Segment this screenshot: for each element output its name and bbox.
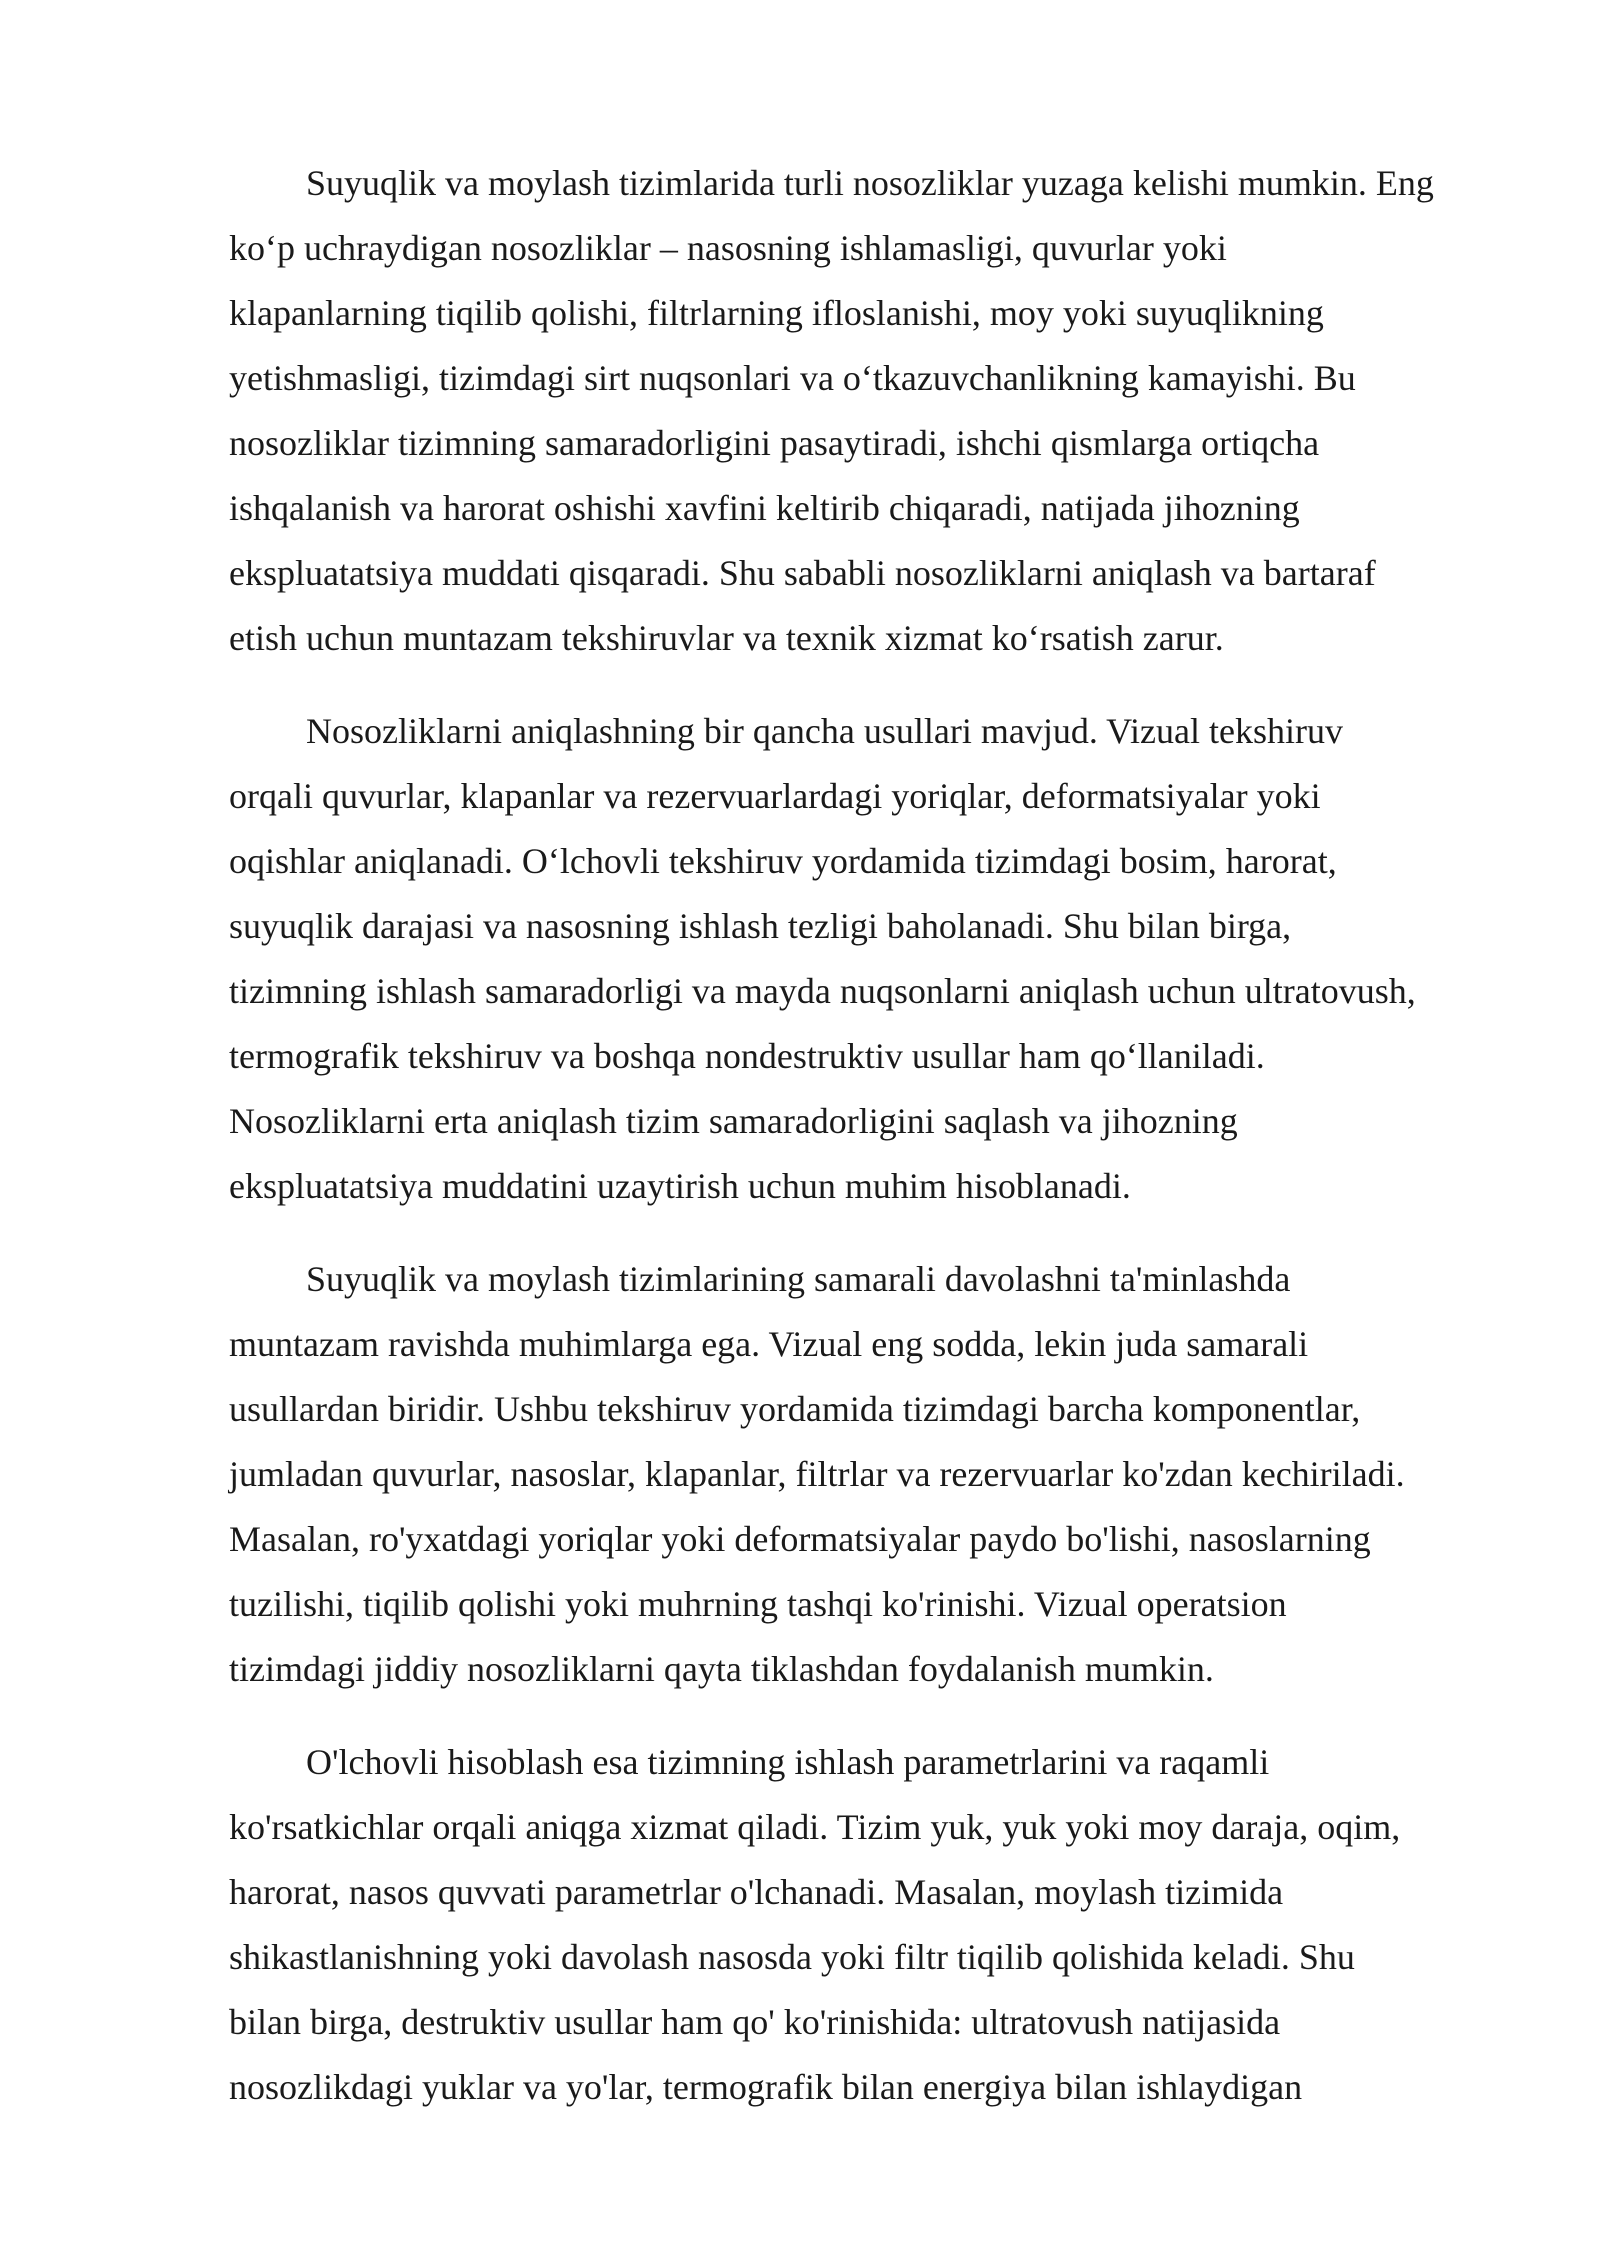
paragraph-line: yetishmasligi, tizimdagi sirt nuqsonlari va oʻtkazuvchanlikning kamayishi. Bu: [229, 358, 1356, 398]
paragraph-4: [229, 1730, 1497, 2120]
paragraph-line: bilan birga, destruktiv usullar ham qo' ko'rinishida: ultratovush natijasida: [229, 2002, 1281, 2042]
paragraph-line: orqali quvurlar, klapanlar va rezervuarlardagi yoriqlar, deformatsiyalar yoki: [229, 776, 1321, 816]
paragraph-line: Nosozliklarni erta aniqlash tizim samaradorligini saqlash va jihozning: [229, 1101, 1238, 1141]
body-text: [229, 151, 1497, 2148]
paragraph-line: ekspluatatsiya muddatini uzaytirish uchun muhim hisoblanadi.: [229, 1166, 1131, 1206]
paragraph-line: oqishlar aniqlanadi. Oʻlchovli tekshiruv yordamida tizimdagi bosim, harorat,: [229, 841, 1337, 881]
paragraph-line: ishqalanish va harorat oshishi xavfini keltirib chiqaradi, natijada jihozning: [229, 488, 1300, 528]
paragraph-line: nosozlikdagi yuklar va yo'lar, termografik bilan energiya bilan ishlaydigan: [229, 2067, 1303, 2107]
paragraph-1: [229, 151, 1497, 671]
paragraph-2: [229, 699, 1497, 1219]
paragraph-line: ko'rsatkichlar orqali aniqga xizmat qiladi. Tizim yuk, yuk yoki moy daraja, oqim,: [229, 1807, 1401, 1847]
paragraph-line: etish uchun muntazam tekshiruvlar va texnik xizmat koʻrsatish zarur.: [229, 618, 1224, 658]
paragraph-line: Suyuqlik va moylash tizimlarida turli nosozliklar yuzaga kelishi mumkin. Eng: [306, 163, 1434, 203]
paragraph-line: ekspluatatsiya muddati qisqaradi. Shu sababli nosozliklarni aniqlash va bartaraf: [229, 553, 1376, 593]
paragraph-line: O'lchovli hisoblash esa tizimning ishlash parametrlarini va raqamli: [306, 1742, 1270, 1782]
paragraph-line: muntazam ravishda muhimlarga ega. Vizual eng sodda, lekin juda samarali: [229, 1324, 1309, 1364]
paragraph-line: koʻp uchraydigan nosozliklar – nasosning ishlamasligi, quvurlar yoki: [229, 228, 1227, 268]
paragraph-3: [229, 1247, 1497, 1702]
paragraph-line: tizimdagi jiddiy nosozliklarni qayta tiklashdan foydalanish mumkin.: [229, 1649, 1214, 1689]
paragraph-line: termografik tekshiruv va boshqa nondestruktiv usullar ham qoʻllaniladi.: [229, 1036, 1265, 1076]
paragraph-line: tizimning ishlash samaradorligi va mayda nuqsonlarni aniqlash uchun ultratovush,: [229, 971, 1416, 1011]
paragraph-line: klapanlarning tiqilib qolishi, filtrlarning ifloslanishi, moy yoki suyuqlikning: [229, 293, 1324, 333]
paragraph-line: Suyuqlik va moylash tizimlarining samarali davolashni ta'minlashda: [306, 1259, 1291, 1299]
paragraph-line: tuzilishi, tiqilib qolishi yoki muhrning tashqi ko'rinishi. Vizual operatsion: [229, 1584, 1287, 1624]
paragraph-line: harorat, nasos quvvati parametrlar o'lchanadi. Masalan, moylash tizimida: [229, 1872, 1284, 1912]
paragraph-line: shikastlanishning yoki davolash nasosda yoki filtr tiqilib qolishida keladi. Shu: [229, 1937, 1355, 1977]
paragraph-line: Masalan, ro'yxatdagi yoriqlar yoki deformatsiyalar paydo bo'lishi, nasoslarning: [229, 1519, 1371, 1559]
paragraph-line: Nosozliklarni aniqlashning bir qancha usullari mavjud. Vizual tekshiruv: [306, 711, 1343, 751]
paragraph-line: jumladan quvurlar, nasoslar, klapanlar, filtrlar va rezervuarlar ko'zdan kechiriladi.: [229, 1454, 1405, 1494]
paragraph-line: suyuqlik darajasi va nasosning ishlash tezligi baholanadi. Shu bilan birga,: [229, 906, 1292, 946]
paragraph-line: usullardan biridir. Ushbu tekshiruv yordamida tizimdagi barcha komponentlar,: [229, 1389, 1361, 1429]
paragraph-line: nosozliklar tizimning samaradorligini pasaytiradi, ishchi qismlarga ortiqcha: [229, 423, 1320, 463]
